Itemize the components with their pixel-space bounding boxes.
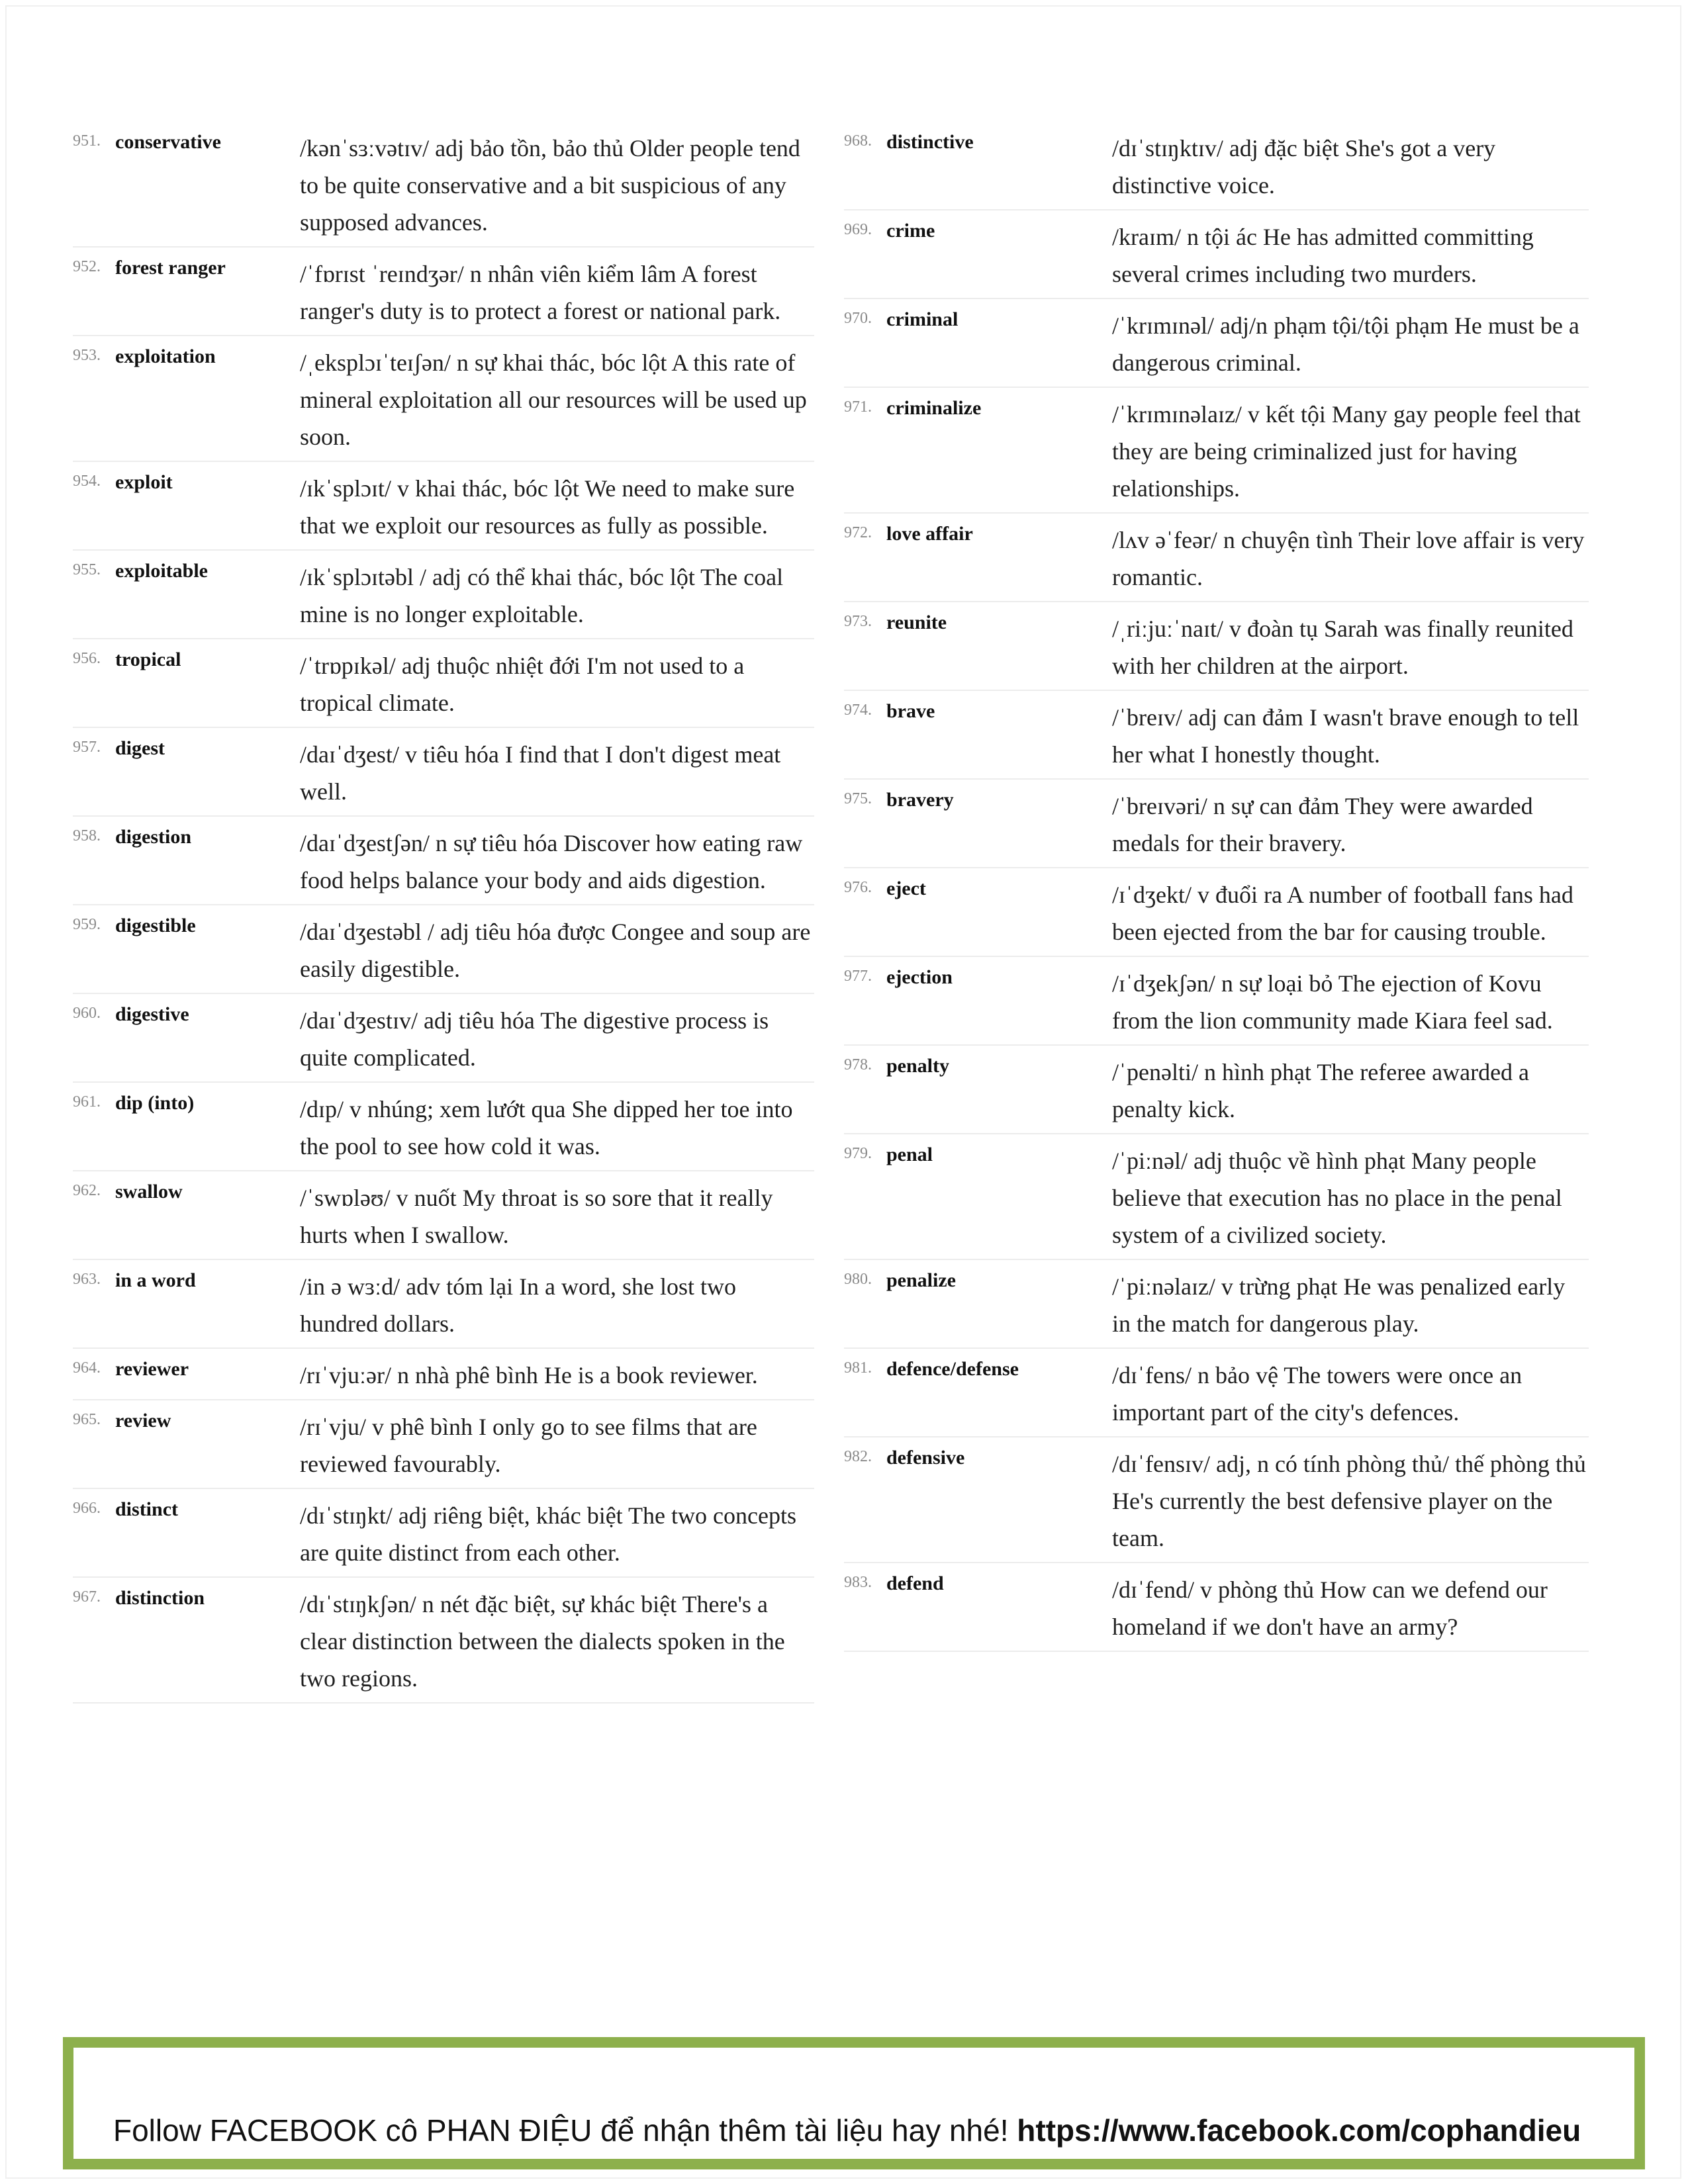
entry-definition: /ɪˈdʒekt/ v đuổi ra A number of football fans had been ejected from the bar for causing trouble. <box>1112 882 1573 945</box>
vocab-entry <box>73 1268 814 1349</box>
entry-number: 972. <box>844 524 872 541</box>
entry-definition: /ɪkˈsplɔɪt/ v khai thác, bóc lột We need to make sure that we exploit our resources as fully as possible. <box>300 475 795 539</box>
entry-number: 979. <box>844 1145 872 1162</box>
vocab-entry <box>73 825 814 905</box>
vocab-entry <box>844 1054 1589 1134</box>
entry-definition: /dɪˈstɪŋktɪv/ adj đặc biệt She's got a very distinctive voice. <box>1112 135 1496 199</box>
entry-number: 961. <box>73 1093 101 1111</box>
entry-number: 976. <box>844 879 872 896</box>
entry-definition: /ˈpiːnəl/ adj thuộc về hình phạt Many people believe that execution has no place in the penal system of a civilized society. <box>1112 1148 1562 1248</box>
vocab-entry <box>73 1091 814 1171</box>
entry-definition: /ˌriːjuːˈnaɪt/ v đoàn tụ Sarah was finally reunited with her children at the airport. <box>1112 615 1573 679</box>
vocab-entry <box>73 130 814 248</box>
entry-word: tropical <box>115 649 181 670</box>
entry-word: penal <box>886 1144 933 1165</box>
entry-word: crime <box>886 220 935 242</box>
entry-word: in a word <box>115 1269 196 1291</box>
entry-word: penalize <box>886 1269 956 1291</box>
entry-definition: /kraɪm/ n tội ác He has admitted committing several crimes including two murders. <box>1112 224 1534 287</box>
entry-word: penalty <box>886 1055 950 1077</box>
entry-definition: /dɪˈstɪŋkʃən/ n nét đặc biệt, sự khác biệt There's a clear distinction between the dialects spoken in the two regions. <box>300 1591 785 1692</box>
entry-definition: /daɪˈdʒestɪv/ adj tiêu hóa The digestive process is quite complicated. <box>300 1007 769 1071</box>
vocab-entry <box>844 699 1589 780</box>
entry-number: 954. <box>73 473 101 490</box>
entry-definition: /ˈpenəlti/ n hình phạt The referee awarded a penalty kick. <box>1112 1059 1530 1122</box>
vocab-entry <box>73 470 814 551</box>
entry-number: 968. <box>844 132 872 150</box>
vocab-entry <box>73 1586 814 1704</box>
entry-definition: /daɪˈdʒestʃən/ n sự tiêu hóa Discover how eating raw food helps balance your body and aids digestion. <box>300 830 803 893</box>
entry-number: 982. <box>844 1448 872 1465</box>
entry-definition: /ˈtrɒpɪkəl/ adj thuộc nhiệt đới I'm not used to a tropical climate. <box>300 653 745 716</box>
entry-word: criminalize <box>886 397 982 419</box>
entry-word: defensive <box>886 1447 965 1469</box>
entry-definition: /rɪˈvju/ v phê bình I only go to see films that are reviewed favourably. <box>300 1414 757 1477</box>
entry-word: reunite <box>886 612 947 633</box>
entry-word: conservative <box>115 131 221 153</box>
entry-number: 970. <box>844 310 872 327</box>
entry-word: swallow <box>115 1181 183 1203</box>
entry-word: digestive <box>115 1003 189 1025</box>
entry-word: bravery <box>886 789 954 811</box>
entry-definition: /ˈswɒləʊ/ v nuốt My throat is so sore that it really hurts when I swallow. <box>300 1185 773 1248</box>
entry-word: defend <box>886 1572 944 1594</box>
entry-word: exploit <box>115 471 173 493</box>
entry-definition: /ˈkrɪmɪnəl/ adj/n phạm tội/tội phạm He must be a dangerous criminal. <box>1112 312 1579 376</box>
entry-number: 973. <box>844 613 872 630</box>
vocab-entry <box>73 913 814 994</box>
vocab-entry <box>844 130 1589 210</box>
entry-number: 980. <box>844 1271 872 1288</box>
entry-word: reviewer <box>115 1358 189 1380</box>
footer-text <box>113 2113 1581 2148</box>
entry-number: 962. <box>73 1182 101 1199</box>
entry-definition: /dɪˈstɪŋkt/ adj riêng biệt, khác biệt The two concepts are quite distinct from each other. <box>300 1502 796 1566</box>
entry-number: 974. <box>844 702 872 719</box>
entry-word: exploitable <box>115 560 208 582</box>
entry-definition: /rɪˈvjuːər/ n nhà phê bình He is a book reviewer. <box>300 1362 758 1388</box>
entry-number: 956. <box>73 650 101 667</box>
entry-word: distinction <box>115 1587 205 1609</box>
vocab-entry <box>73 1408 814 1489</box>
entry-number: 975. <box>844 790 872 807</box>
entry-word: forest ranger <box>115 257 226 279</box>
entry-number: 966. <box>73 1500 101 1517</box>
vocab-entry <box>844 1445 1589 1563</box>
vocab-entry <box>844 396 1589 514</box>
entry-definition: /dɪˈfend/ v phòng thủ How can we defend our homeland if we don't have an army? <box>1112 1576 1548 1640</box>
entry-word: defence/defense <box>886 1358 1019 1380</box>
facebook-link[interactable]: https://www.facebook.com/cophandieu <box>1017 2113 1581 2148</box>
entry-number: 953. <box>73 347 101 364</box>
vocab-entry <box>844 1357 1589 1437</box>
entry-number: 969. <box>844 221 872 238</box>
vocab-entry <box>73 344 814 462</box>
entry-number: 958. <box>73 827 101 844</box>
entry-definition: /ɪkˈsplɔɪtəbl / adj có thể khai thác, bóc lột The coal mine is no longer exploitable. <box>300 564 784 627</box>
entry-word: ejection <box>886 966 953 988</box>
vocab-entry <box>844 522 1589 602</box>
footer-message: Follow FACEBOOK cô PHAN ĐIỆU để nhận thêm tài liệu hay nhé! <box>113 2113 1017 2148</box>
entry-number: 959. <box>73 916 101 933</box>
entry-word: criminal <box>886 308 959 330</box>
entry-number: 960. <box>73 1005 101 1022</box>
entry-definition: /lʌv əˈfeər/ n chuyện tình Their love affair is very romantic. <box>1112 527 1585 590</box>
vocab-entry <box>73 647 814 728</box>
entry-definition: /in ə wɜːd/ adv tóm lại In a word, she lost two hundred dollars. <box>300 1273 737 1337</box>
vocab-column-left <box>73 130 814 1711</box>
entry-definition: /daɪˈdʒestəbl / adj tiêu hóa được Congee and soup are easily digestible. <box>300 919 811 982</box>
vocab-entry <box>844 307 1589 388</box>
vocab-entry <box>844 965 1589 1046</box>
entry-word: digestible <box>115 915 196 936</box>
entry-word: digest <box>115 737 165 759</box>
entry-word: eject <box>886 878 926 899</box>
entry-definition: /dɪˈfens/ n bảo vệ The towers were once an important part of the city's defences. <box>1112 1362 1523 1426</box>
entry-definition: /dɪˈfensɪv/ adj, n có tính phòng thủ/ thế phòng thủ He's currently the best defensive player on the team. <box>1112 1451 1586 1551</box>
vocab-entry <box>73 1179 814 1260</box>
entry-number: 983. <box>844 1574 872 1591</box>
vocab-entry <box>844 1268 1589 1349</box>
entry-number: 977. <box>844 968 872 985</box>
footer-inner-box <box>72 2046 1636 2160</box>
entry-number: 952. <box>73 258 101 275</box>
entry-number: 981. <box>844 1359 872 1377</box>
entry-word: distinct <box>115 1498 179 1520</box>
entry-definition: /ˈbreɪv/ adj can đảm I wasn't brave enough to tell her what I honestly thought. <box>1112 704 1579 768</box>
entry-definition: /dɪp/ v nhúng; xem lướt qua She dipped her toe into the pool to see how cold it was. <box>300 1096 793 1160</box>
entry-number: 955. <box>73 561 101 578</box>
vocab-entry <box>73 1497 814 1578</box>
vocab-column-right <box>844 130 1589 1660</box>
footer-banner <box>63 2037 1645 2169</box>
entry-number: 971. <box>844 398 872 416</box>
vocab-entry <box>844 1142 1589 1260</box>
vocab-entry <box>844 876 1589 957</box>
vocab-entry <box>73 1002 814 1083</box>
entry-number: 965. <box>73 1411 101 1428</box>
entry-number: 963. <box>73 1271 101 1288</box>
entry-word: exploitation <box>115 345 216 367</box>
vocab-entry <box>73 736 814 817</box>
vocab-entry <box>73 255 814 336</box>
entry-word: love affair <box>886 523 973 545</box>
entry-word: brave <box>886 700 935 722</box>
entry-definition: /ˈfɒrɪst ˈreɪndʒər/ n nhân viên kiểm lâm A forest ranger's duty is to protect a forest or national park. <box>300 261 781 324</box>
entry-definition: /ˈbreɪvəri/ n sự can đảm They were awarded medals for their bravery. <box>1112 793 1533 856</box>
entry-word: review <box>115 1410 171 1432</box>
entry-word: distinctive <box>886 131 974 153</box>
vocab-entry <box>844 1571 1589 1652</box>
entry-definition: /daɪˈdʒest/ v tiêu hóa I find that I don't digest meat well. <box>300 741 781 805</box>
entry-definition: /kənˈsɜːvətɪv/ adj bảo tồn, bảo thủ Older people tend to be quite conservative and a bit suspicious of any supposed advances. <box>300 135 800 236</box>
entry-definition: /ˌeksplɔɪˈteɪʃən/ n sự khai thác, bóc lột A this rate of mineral exploitation all our resources will be used up soon. <box>300 349 807 450</box>
entry-number: 957. <box>73 739 101 756</box>
entry-definition: /ˈkrɪmɪnəlaɪz/ v kết tội Many gay people feel that they are being criminalized just for having relationships. <box>1112 401 1581 502</box>
entry-word: dip (into) <box>115 1092 195 1114</box>
entry-word: digestion <box>115 826 192 848</box>
entry-number: 967. <box>73 1588 101 1606</box>
vocab-entry <box>844 788 1589 868</box>
vocab-entry <box>844 218 1589 299</box>
entry-number: 964. <box>73 1359 101 1377</box>
entry-definition: /ɪˈdʒekʃən/ n sự loại bỏ The ejection of Kovu from the lion community made Kiara feel sad. <box>1112 970 1553 1034</box>
vocab-entry <box>73 559 814 639</box>
entry-number: 978. <box>844 1056 872 1073</box>
vocab-entry <box>73 1357 814 1400</box>
vocab-entry <box>844 610 1589 691</box>
entry-definition: /ˈpiːnəlaɪz/ v trừng phạt He was penalized early in the match for dangerous play. <box>1112 1273 1566 1337</box>
entry-number: 951. <box>73 132 101 150</box>
